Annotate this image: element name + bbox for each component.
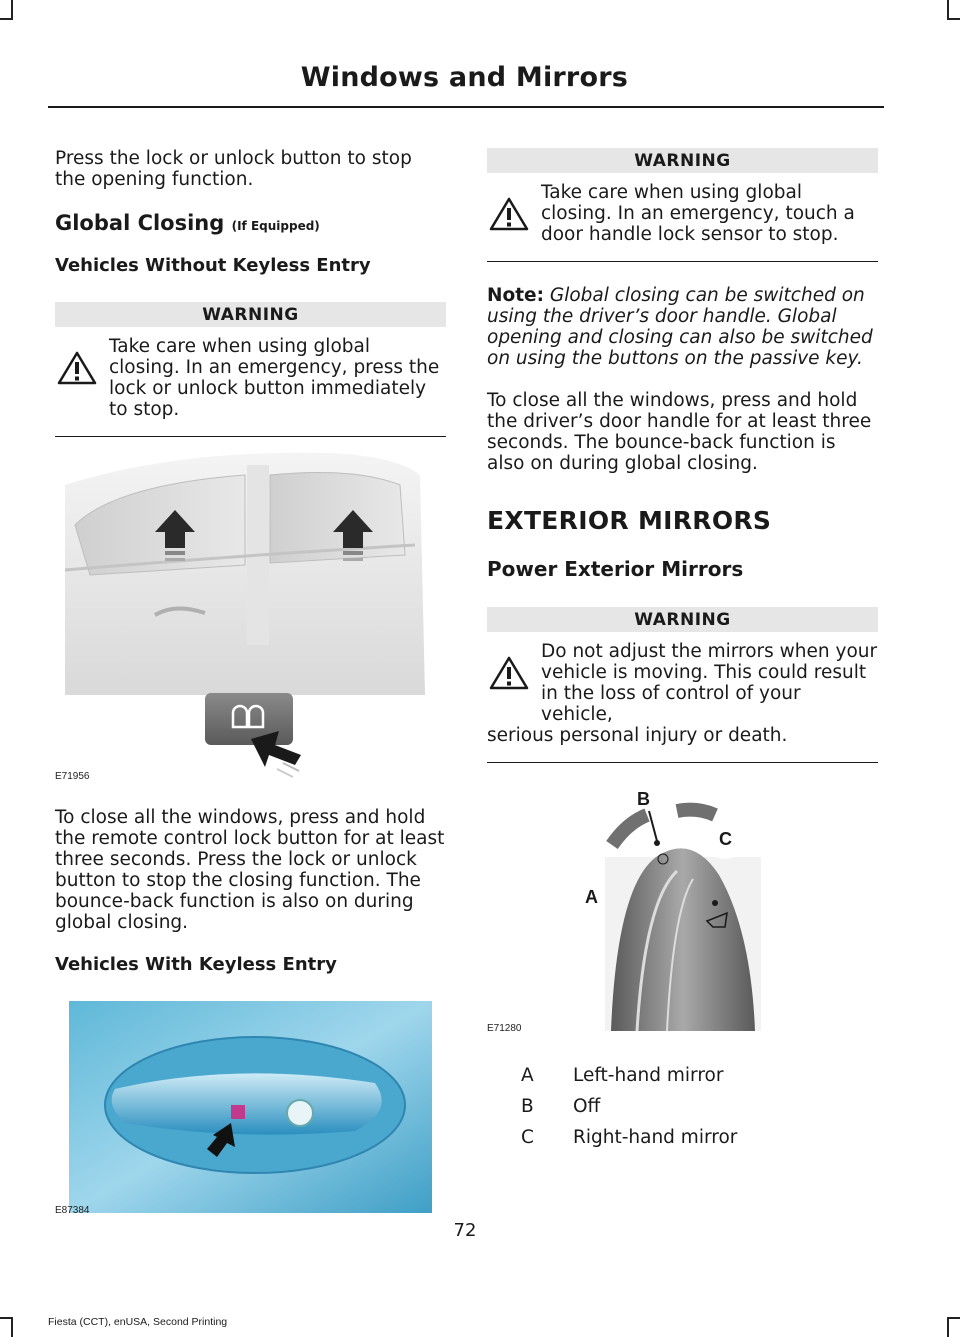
legend-key: C	[521, 1127, 534, 1148]
if-equipped-qualifier: (If Equipped)	[231, 219, 320, 233]
remote-close-paragraph: To close all the windows, press and hold the remote control lock button for at least three seconds. Press the lock or unlock button to stop the closing function. The bounce-back function is also on during global closing.	[55, 807, 445, 933]
intro-paragraph: Press the lock or unlock button to stop the opening function.	[55, 148, 412, 190]
global-closing-heading	[55, 211, 446, 235]
left-column	[55, 148, 446, 1221]
warning-text: Take care when using global closing. In an emergency, touch a door handle lock sensor to stop.	[541, 182, 855, 245]
warning-text: Take care when using global closing. In an emergency, press the lock or unlock button immediately to stop.	[109, 336, 440, 420]
note-paragraph	[487, 285, 878, 369]
crop-mark	[947, 1319, 949, 1337]
figure-door-handle	[55, 1001, 446, 1221]
figure-code: E87384	[55, 1205, 90, 1216]
warning-text: Do not adjust the mirrors when your vehicle is moving. This could result in the loss of control of your vehicle,	[541, 641, 878, 725]
warning-triangle-icon	[57, 350, 97, 386]
crop-mark	[947, 1317, 960, 1319]
warning-label: WARNING	[487, 607, 878, 632]
crop-mark	[0, 18, 13, 20]
legend-key: B	[521, 1096, 534, 1117]
crop-mark	[0, 1317, 13, 1319]
callout-b: B	[637, 789, 650, 809]
warning-rule	[487, 762, 878, 763]
warning-triangle-icon	[489, 196, 529, 232]
legend-row	[487, 1065, 878, 1096]
warning-box	[487, 607, 878, 763]
warning-text-continued: serious personal injury or death.	[487, 725, 788, 746]
note-label: Note:	[487, 285, 544, 306]
crop-mark	[11, 0, 13, 18]
legend-value: Right-hand mirror	[573, 1127, 738, 1148]
global-closing-title: Global Closing	[55, 211, 225, 235]
warning-triangle-icon	[489, 655, 529, 691]
right-column	[487, 148, 878, 1158]
crop-mark	[947, 0, 949, 18]
mirror-switch-illustration	[487, 771, 878, 1051]
page-title: Windows and Mirrors	[300, 62, 628, 93]
warning-body	[487, 641, 878, 746]
title-rule	[48, 106, 884, 108]
power-mirrors-heading: Power Exterior Mirrors	[487, 557, 744, 581]
car-side-illustration	[55, 445, 446, 785]
door-handle-illustration	[55, 1001, 446, 1221]
without-keyless-heading: Vehicles Without Keyless Entry	[55, 255, 371, 276]
footer-edition: Fiesta (CCT), enUSA, Second Printing	[48, 1316, 228, 1328]
legend-value: Off	[573, 1096, 601, 1117]
legend-row	[487, 1127, 878, 1158]
warning-label: WARNING	[55, 302, 446, 327]
warning-box	[55, 302, 446, 437]
callout-a: A	[585, 887, 598, 907]
note-text: Global closing can be switched on using the driver’s door handle. Global opening and closing can also be switched on using the buttons on the passive key.	[487, 285, 873, 369]
mirror-legend	[487, 1065, 878, 1158]
exterior-mirrors-heading: EXTERIOR MIRRORS	[487, 506, 772, 535]
callout-c: C	[719, 829, 732, 849]
crop-mark	[947, 18, 960, 20]
legend-row	[487, 1096, 878, 1127]
legend-key: A	[521, 1065, 534, 1086]
warning-rule	[55, 436, 446, 437]
warning-rule	[487, 261, 878, 262]
with-keyless-heading: Vehicles With Keyless Entry	[55, 954, 337, 975]
warning-box	[487, 148, 878, 262]
figure-mirror-switch	[487, 771, 878, 1051]
figure-code: E71280	[487, 1023, 522, 1034]
driver-handle-paragraph: To close all the windows, press and hold the driver’s door handle for at least three seconds. The bounce-back function is also on during global closing.	[487, 390, 872, 474]
legend-value: Left-hand mirror	[573, 1065, 724, 1086]
figure-car-windows	[55, 445, 446, 785]
page-number: 72	[453, 1220, 477, 1241]
warning-body	[487, 182, 878, 245]
warning-body	[55, 336, 446, 420]
figure-code: E71956	[55, 771, 90, 782]
warning-label: WARNING	[487, 148, 878, 173]
crop-mark	[11, 1319, 13, 1337]
